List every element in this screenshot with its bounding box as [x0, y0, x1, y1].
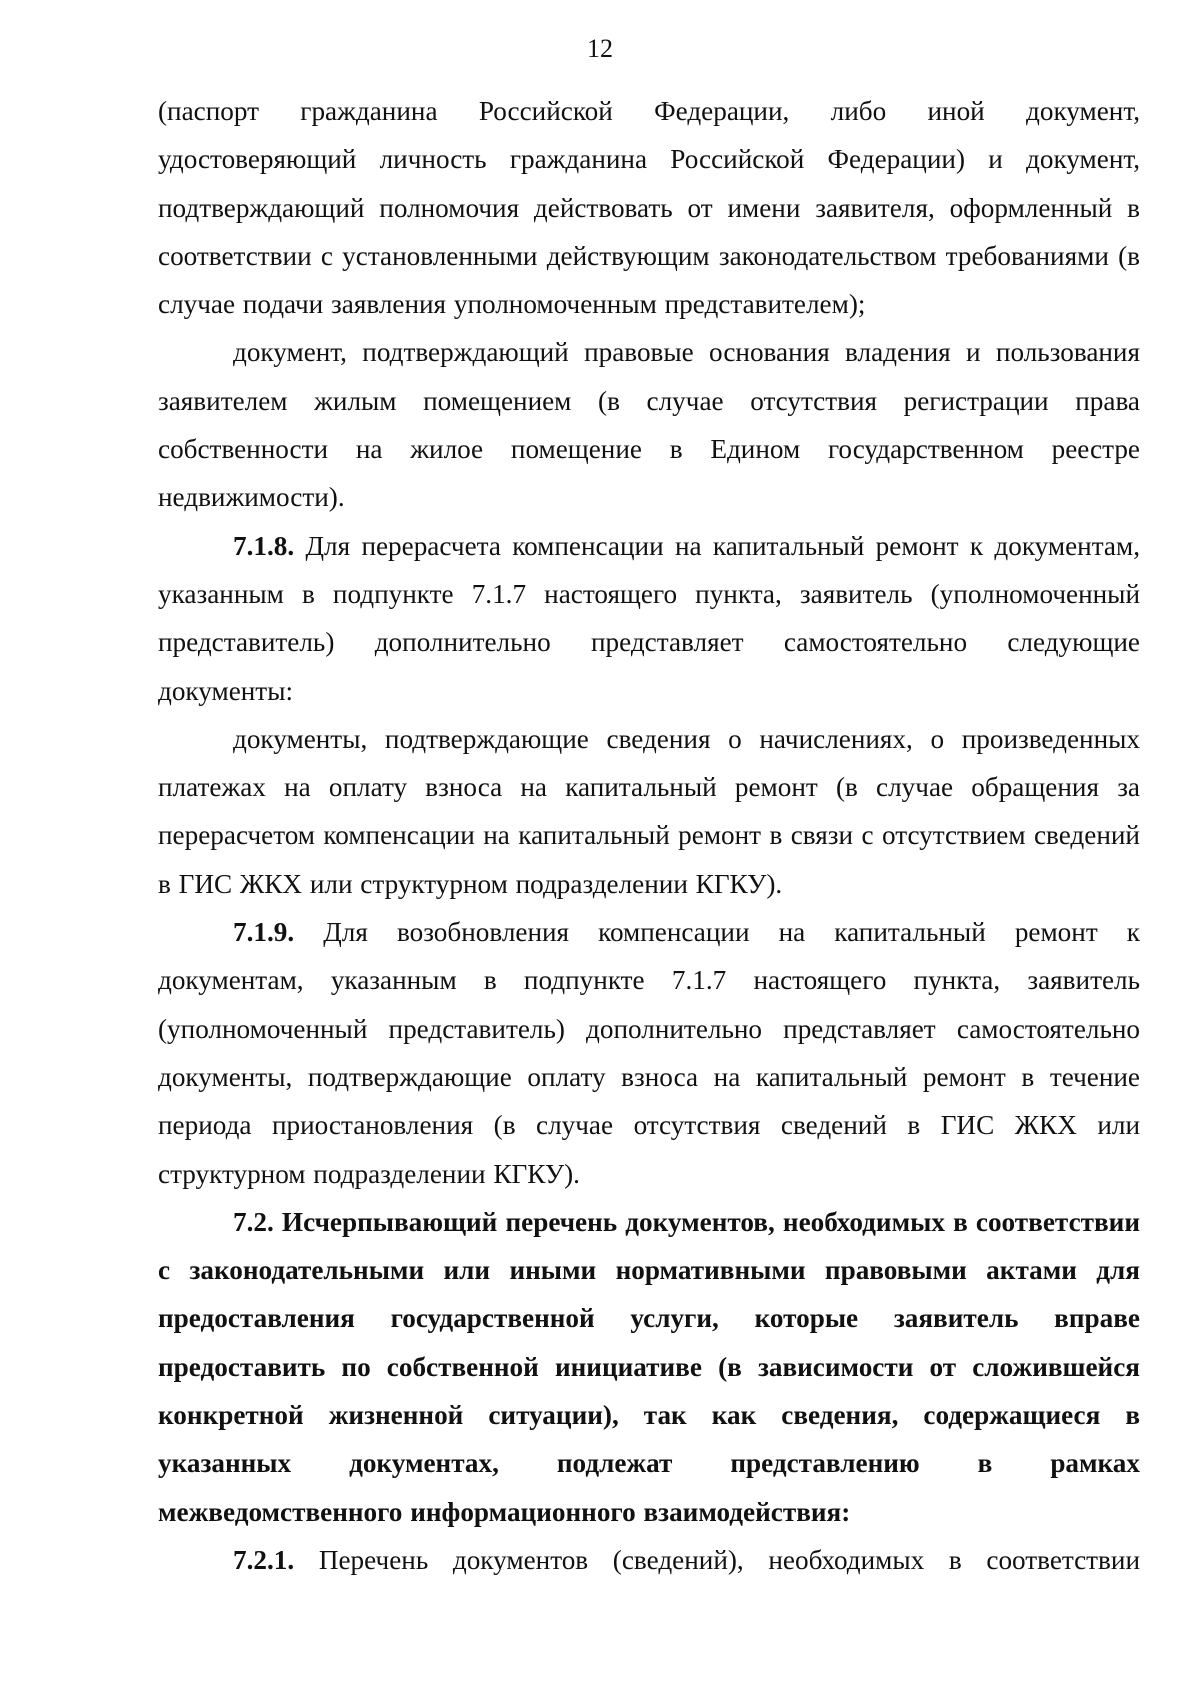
paragraph-text: (паспорт гражданина Российской Федерации, либо иной документ, удостоверяющий личность гражданина Российской Федерации) и документ, подтверждающий полномочия действовать от имени заявителя, оформленный в соответствии с установленными действующим законодательством требованиями (в случае подачи заявления уполномоченным представителем);	[158, 96, 1140, 320]
paragraph-text: документы, подтверждающие сведения о начислениях, о произведенных платежах на оплату взноса на капитальный ремонт (в случае обращения за перерасчетом компенсации на капитальный ремонт в связи с отсутствием сведений в ГИС ЖКХ или структурном подразделении КГКУ).	[158, 723, 1140, 899]
paragraph-accrual-documents	[158, 715, 1140, 908]
page-number: 12	[587, 34, 613, 63]
paragraph-text: Для перерасчета компенсации на капитальный ремонт к документам, указанным в подпункте 7.1.7 настоящего пункта, заявитель (уполномоченный представитель) дополнительно представляет самостоятельно следующие документы:	[158, 530, 1141, 706]
clause-number: 7.2.	[233, 1206, 274, 1237]
clause-number: 7.1.9.	[233, 917, 295, 948]
paragraph-text: документ, подтверждающий правовые основания владения и пользования заявителем жилым помещением (в случае отсутствия регистрации права собственности на жилое помещение в Едином государственном реестре недвижимости).	[158, 337, 1140, 513]
clause-number: 7.1.8.	[233, 530, 295, 561]
paragraph-7-1-9	[158, 908, 1140, 1198]
paragraph-text: Перечень документов (сведений), необходимых в соответствии	[318, 1544, 1140, 1575]
paragraph-identity-documents	[158, 87, 1140, 328]
paragraph-7-2-heading	[158, 1198, 1140, 1536]
clause-number: 7.2.1.	[233, 1544, 295, 1575]
paragraph-7-1-8	[158, 522, 1140, 715]
paragraph-text: Исчерпывающий перечень документов, необходимых в соответствии с законодательными или иными нормативными правовыми актами для предоставления государственной услуги, которые заявитель вправе предоставить по собственной инициативе (в зависимости от сложившейся конкретной жизненной ситуации), так как сведения, содержащиеся в указанных документах, подлежат представлению в рамках межведомственного информационного взаимодействия:	[158, 1206, 1141, 1527]
paragraph-ownership-document	[158, 328, 1140, 521]
document-body	[158, 87, 1140, 1584]
paragraph-text: Для возобновления компенсации на капитальный ремонт к документам, указанным в подпункте 7.1.7 настоящего пункта, заявитель (уполномоченный представитель) дополнительно представляет самостоятельно документы, подтверждающие оплату взноса на капитальный ремонт в течение периода приостановления (в случае отсутствия сведений в ГИС ЖКХ или структурном подразделении КГКУ).	[158, 917, 1140, 1189]
paragraph-7-2-1	[158, 1536, 1140, 1584]
